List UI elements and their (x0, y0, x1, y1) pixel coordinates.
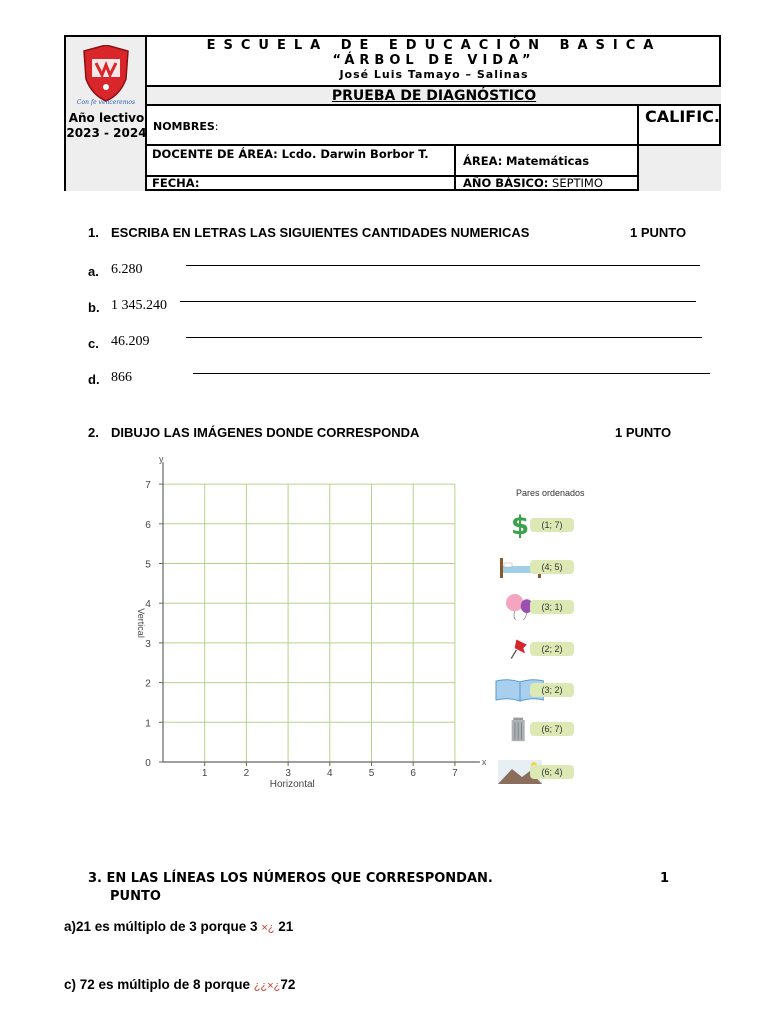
item-letter: c. (88, 336, 99, 351)
pair-label: (6; 7) (530, 722, 574, 736)
school-shield-logo (80, 45, 132, 103)
names-field[interactable]: NOMBRES: (147, 106, 639, 146)
answer-line[interactable] (186, 265, 700, 266)
pair-label: (2; 2) (530, 642, 574, 656)
pair-label: (3; 1) (530, 600, 574, 614)
question-1-number: 1. (88, 225, 99, 240)
x-tick-label: 7 (452, 768, 458, 779)
list-item (492, 759, 592, 785)
y-axis-label: Vertical (136, 608, 146, 638)
coordinate-grid-chart[interactable] (128, 455, 488, 795)
question-3-line-2: PUNTO (110, 889, 161, 904)
school-name: ESCUELA DE EDUCACIÓN BASICA (206, 38, 662, 53)
names-label: NOMBRES (153, 120, 215, 133)
item-number: 6.280 (111, 262, 143, 277)
item-number: 46.209 (111, 334, 150, 349)
date-field[interactable]: FECHA: (147, 177, 456, 191)
x-tick-label: 1 (201, 768, 208, 779)
pair-label: (4; 5) (530, 560, 574, 574)
example-suffix: 21 (274, 919, 294, 934)
item-number: 866 (111, 370, 132, 385)
item-number: 1 345.240 (111, 298, 167, 313)
question-3-number: 3. (88, 871, 102, 886)
question-1-points: 1 PUNTO (630, 225, 687, 240)
question-3-text-block (88, 870, 688, 906)
pair-label: (3; 2) (530, 683, 574, 697)
example-mark[interactable]: ¿¿×¿ (253, 980, 281, 992)
pair-label: (1; 7) (530, 518, 574, 532)
logo-motto: Con fe venceremos (76, 99, 136, 106)
y-tick-label: 5 (145, 559, 151, 571)
answer-line[interactable] (193, 373, 710, 374)
grade-level-label: AÑO BÁSICO: (463, 176, 549, 190)
y-tick-label: 2 (145, 678, 151, 690)
x-tick-label: 2 (243, 768, 250, 779)
grade-box[interactable] (639, 146, 721, 191)
school-location: José Luis Tamayo – Salinas (339, 68, 529, 81)
x-tick-label: 5 (368, 768, 375, 779)
area-value: Matemáticas (505, 154, 590, 168)
grade-level-value: SEPTIMO (552, 176, 603, 190)
item-letter: b. (88, 300, 100, 315)
question-3-line-1 (88, 870, 688, 888)
list-item (492, 554, 592, 580)
list-item (492, 512, 592, 538)
test-title-row (147, 87, 721, 106)
school-year: Año lectivo 2023 - 2024 (66, 111, 147, 140)
grade-label: CALIFIC. (639, 106, 721, 146)
example-text: c) 72 es múltiplo de 8 porque (64, 977, 254, 992)
y-axis-letter: y (159, 455, 164, 465)
y-tick-label: 3 (145, 638, 151, 650)
area-label: ÁREA: (463, 154, 503, 168)
area-field (456, 146, 639, 177)
x-axis-label: Horizontal (269, 779, 315, 790)
logo-column (66, 37, 147, 191)
question-3-text: EN LAS LÍNEAS LOS NÚMEROS QUE CORRESPONDAN. (106, 871, 493, 886)
pair-label: (6; 4) (530, 765, 574, 779)
x-axis-letter: x (481, 757, 487, 767)
list-item (492, 594, 592, 620)
list-item (492, 636, 592, 662)
answer-line[interactable] (186, 337, 702, 338)
list-item (492, 716, 592, 742)
question-2-number: 2. (88, 425, 99, 440)
question-1-text: ESCRIBA EN LETRAS LAS SIGUIENTES CANTIDADES NUMERICAS (111, 225, 530, 240)
x-tick-label: 4 (327, 768, 333, 779)
answer-line[interactable] (180, 301, 696, 302)
test-title: PRUEBA DE DIAGNÓSTICO (331, 88, 537, 104)
x-tick-label: 3 (285, 768, 291, 779)
example-text: a)21 es múltiplo de 3 porque 3 (64, 919, 262, 934)
question-3-points: 1 (660, 871, 670, 886)
ordered-pairs-title: Pares ordenados (516, 488, 585, 498)
header-table (64, 35, 721, 191)
x-tick-label: 6 (410, 768, 416, 779)
example-c (64, 977, 295, 992)
svg-text:$: $ (510, 512, 530, 538)
question-2-points: 1 PUNTO (615, 425, 672, 440)
list-item (492, 677, 592, 703)
question-2-text: DIBUJO LAS IMÁGENES DONDE CORRESPONDA (111, 425, 420, 440)
y-tick-label: 1 (145, 718, 151, 730)
item-letter: d. (88, 372, 100, 387)
example-mark[interactable]: ×¿ (261, 922, 275, 934)
y-tick-label: 7 (145, 480, 151, 492)
grade-level-field (456, 177, 639, 191)
school-motto-name: “ÁRBOL DE VIDA” (332, 53, 536, 68)
item-letter: a. (88, 264, 99, 279)
y-tick-label: 4 (145, 599, 151, 611)
example-suffix: 72 (280, 977, 296, 992)
teacher-field: DOCENTE DE ÁREA: Lcdo. Darwin Borbor T. (147, 146, 456, 177)
example-a (64, 919, 293, 934)
y-tick-label: 6 (145, 519, 151, 531)
school-name-block (147, 37, 721, 87)
y-tick-label: 0 (145, 758, 151, 769)
